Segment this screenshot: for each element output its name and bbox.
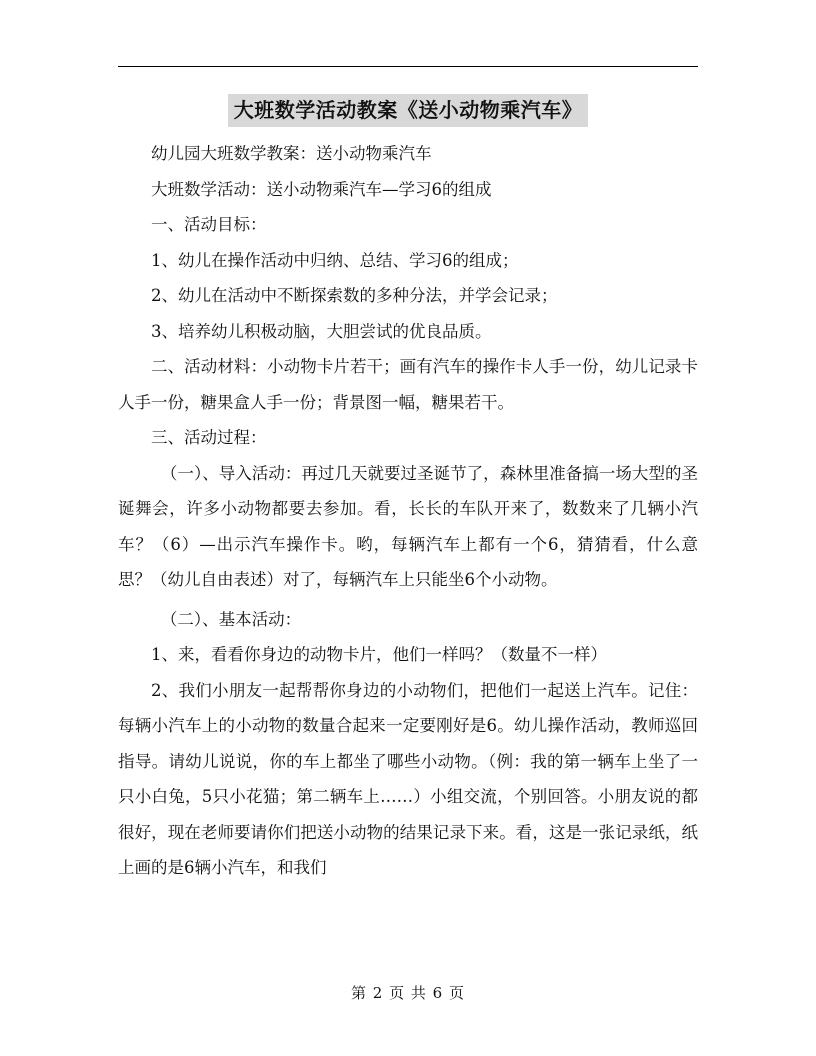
paragraph-goal-3: 3、培养幼儿积极动脑，大胆尝试的优良品质。 — [151, 321, 492, 341]
page-footer: 第 2 页 共 6 页 — [351, 984, 465, 1002]
paragraph-goal-1: 1、幼儿在操作活动中归纳、总结、学习6的组成； — [151, 250, 519, 270]
paragraph-activity-name: 大班数学活动：送小动物乘汽车—学习6的组成 — [151, 179, 492, 199]
paragraph-goals-heading: 一、活动目标： — [151, 215, 267, 234]
document-title: 大班数学活动教案《送小动物乘汽车》 — [228, 94, 589, 127]
header-rule — [118, 66, 698, 67]
paragraph-step-2: 2、我们小朋友一起帮帮你身边的小动物们，把他们一起送上汽车。记住：每辆小汽车上的小动物的数量合起来一定要刚好是6。幼儿操作活动，教师巡回指导。请幼儿说说，你的车上都坐了哪些小动物。（例：我的第一辆车上坐了一只小白兔，5只小花猫；第二辆车上……）小组交流，个别回答。小朋友说的都很好，现在老师要请你们把送小动物的结果记录下来。看，这是一张记录纸，纸上画的是6辆小汽车，和我们 — [118, 680, 698, 877]
paragraph-process-heading: 三、活动过程： — [151, 428, 267, 447]
paragraph-intro-activity: （一）、导入活动：再过几天就要过圣诞节了，森林里准备搞一场大型的圣诞舞会，许多小动物都要去参加。看，长长的车队开来了，数数来了几辆小汽车？（6）—出示汽车操作卡。哟，每辆汽车上都有一个6，猜猜看，什么意思？（幼儿自由表述）对了，每辆汽车上只能坐6个小动物。 — [118, 463, 698, 589]
paragraph-basic-activity-heading: （二）、基本活动： — [160, 609, 302, 629]
paragraph-goal-2: 2、幼儿在活动中不断探索数的多种分法，并学会记录； — [151, 286, 558, 305]
paragraph-subtitle: 幼儿园大班数学教案：送小动物乘汽车 — [151, 144, 432, 163]
title-container — [0, 94, 816, 127]
paragraph-step-1: 1、来，看看你身边的动物卡片，他们一样吗？（数量不一样） — [151, 645, 607, 664]
document-body — [118, 136, 698, 886]
paragraph-materials: 二、活动材料：小动物卡片若干；画有汽车的操作卡人手一份，幼儿记录卡人手一份，糖果盒人手一份；背景图一幅，糖果若干。 — [118, 357, 698, 412]
